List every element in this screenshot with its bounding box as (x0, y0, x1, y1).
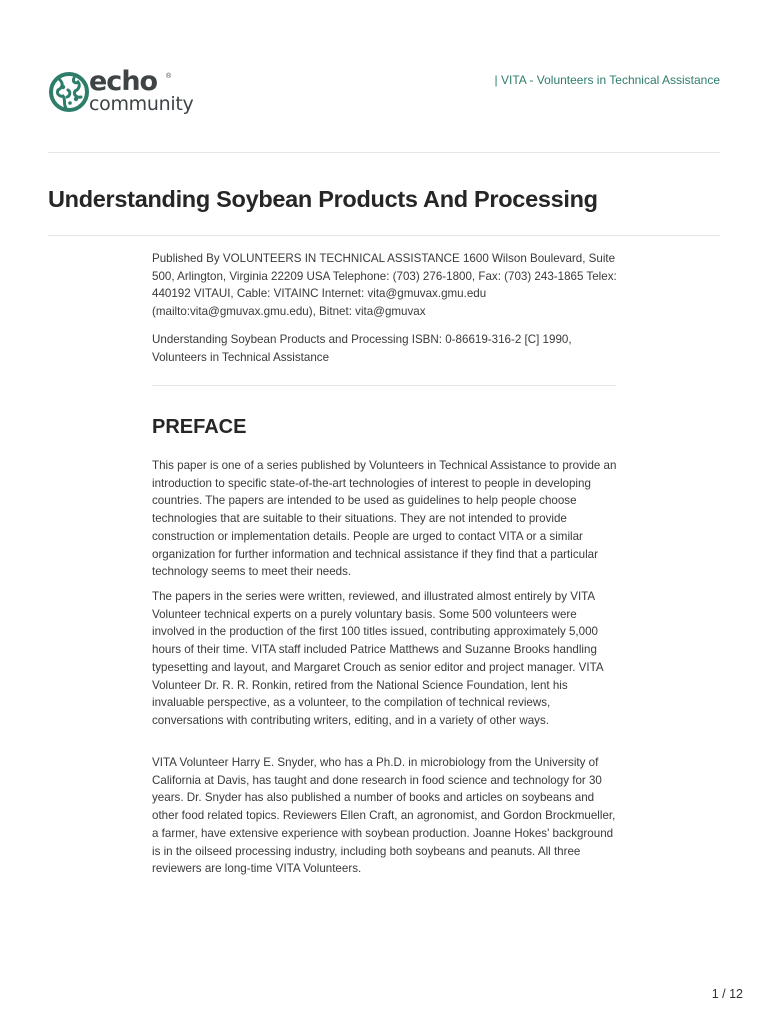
logo-echo-text: echo (89, 66, 158, 97)
logo-trademark: ® (166, 73, 172, 80)
preface-paragraph: VITA Volunteer Harry E. Snyder, who has a Ph.D. in microbiology from the University of California at Davis, has taught and done research in food science and technology for 30 years. Dr. Snyder has also published a number of books and articles on soybeans and other food related topics. Reviewers Ellen Craft, an agronomist, and Gordon Brockmueller, a farmer, have extensive experience with soybean production. Joanne Hokes' background is in the oilseed processing industry, including both soybeans and peanuts. All three reviewers are long-time VITA Volunteers. (152, 756, 616, 876)
title-divider (48, 235, 720, 236)
isbn-info: Understanding Soybean Products and Processing ISBN: 0-86619-316-2 [C] 1990, Volunteers in Technical Assistance (152, 333, 572, 364)
preface-heading: PREFACE (152, 416, 247, 438)
page-indicator: 1 / 12 (711, 987, 743, 1001)
vita-source-link[interactable]: | VITA - Volunteers in Technical Assistance (494, 73, 720, 87)
preface-paragraph: This paper is one of a series published by Volunteers in Technical Assistance to provide an introduction to specific state-of-the-art technologies of interest to people in developing countries. The papers are intended to be used as guidelines to help people choose technologies that are suitable to their situations. They are not intended to provide construction or implementation details. People are urged to contact VITA or a similar organization for further information and technical assistance if they find that a particular technology seems to meet their needs. (152, 459, 617, 579)
globe-icon (48, 70, 90, 114)
preface-paragraph: The papers in the series were written, reviewed, and illustrated almost entirely by VITA Volunteer technical experts on a purely voluntary basis. Some 500 volunteers were involved in the production of the first 100 titles issued, contributing approximately 5,000 hours of their time. VITA staff included Patrice Matthews and Suzanne Brooks handling typesetting and layout, and Margaret Crouch as senior editor and project manager. VITA Volunteer Dr. R. R. Ronkin, retired from the National Science Foundation, lent his invaluable perspective, as a volunteer, to the compilation of technical reviews, conversations with contributing writers, editing, and in a variety of other ways. (152, 590, 603, 727)
logo-community-text: community (89, 93, 194, 115)
section-divider (152, 385, 616, 386)
header-divider (48, 152, 720, 153)
echo-community-logo[interactable] (48, 66, 198, 118)
publication-info: Published By VOLUNTEERS IN TECHNICAL ASSISTANCE 1600 Wilson Boulevard, Suite 500, Arlington, Virginia 22209 USA Telephone: (703) 276-1800, Fax: (703) 243-1865 Telex: 440192 VITAUI, Cable: VITAINC Internet: vita@gmuvax.gmu.edu (mailto:vita@gmuvax.gmu.edu), Bitnet: vita@gmuvax (152, 252, 617, 319)
document-title: Understanding Soybean Products And Processing (48, 186, 598, 212)
